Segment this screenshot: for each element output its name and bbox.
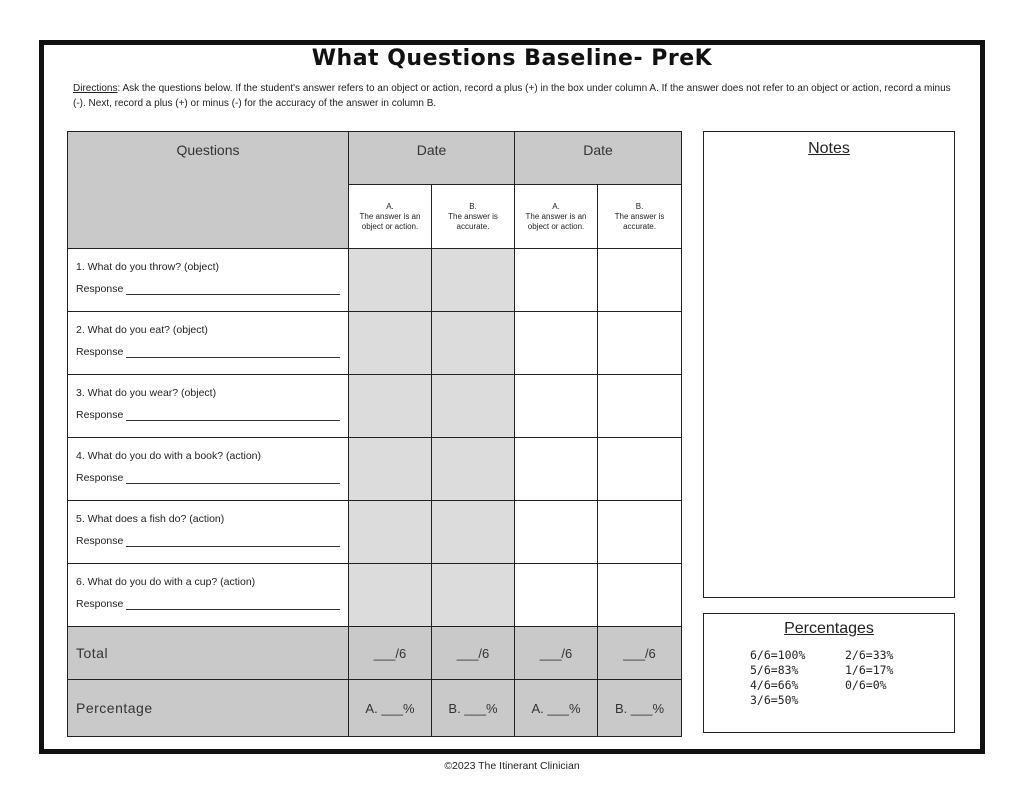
percentage-item: 0/6=0%	[845, 678, 887, 692]
response-line[interactable]	[76, 535, 340, 547]
question-cell	[68, 501, 349, 564]
question-text: 2. What do you eat? (object)	[76, 324, 208, 336]
table-row	[68, 438, 682, 501]
answer-box[interactable]	[349, 312, 432, 375]
answer-box[interactable]	[515, 312, 598, 375]
response-line[interactable]	[76, 346, 340, 358]
response-label: Response	[76, 598, 124, 610]
answer-box[interactable]	[515, 438, 598, 501]
baseline-table	[67, 131, 682, 737]
response-label: Response	[76, 472, 124, 484]
answer-box[interactable]	[349, 249, 432, 312]
response-label: Response	[76, 409, 124, 421]
answer-box[interactable]	[515, 564, 598, 627]
answer-box[interactable]	[432, 564, 515, 627]
answer-box[interactable]	[598, 249, 682, 312]
response-blank[interactable]	[126, 536, 340, 547]
response-label: Response	[76, 346, 124, 358]
answer-box[interactable]	[515, 501, 598, 564]
percentage-row	[68, 680, 682, 737]
col-b-text: B. The answer is accurate.	[448, 201, 498, 231]
percentage-item: 1/6=17%	[845, 663, 894, 677]
question-text: 6. What do you do with a cup? (action)	[76, 576, 256, 588]
page-title: What Questions Baseline- PreK	[311, 46, 713, 71]
table-row	[68, 312, 682, 375]
question-cell	[68, 375, 349, 438]
answer-box[interactable]	[432, 312, 515, 375]
table-row	[68, 501, 682, 564]
answer-box[interactable]	[432, 438, 515, 501]
percentage-label: Percentage	[68, 680, 349, 737]
answer-box[interactable]	[598, 564, 682, 627]
question-text: 4. What do you do with a book? (action)	[76, 450, 262, 462]
question-text: 3. What do you wear? (object)	[76, 387, 217, 399]
percentage-item: 2/6=33%	[845, 648, 894, 662]
answer-box[interactable]	[349, 501, 432, 564]
question-cell	[68, 438, 349, 501]
question-text: 5. What does a fish do? (action)	[76, 513, 225, 525]
response-blank[interactable]	[126, 347, 340, 358]
percentages-title: Percentages	[784, 620, 874, 637]
table-row	[68, 375, 682, 438]
response-line[interactable]	[76, 598, 340, 610]
percentage-item: 5/6=83%	[750, 663, 799, 677]
response-line[interactable]	[76, 409, 340, 421]
answer-box[interactable]	[515, 249, 598, 312]
answer-box[interactable]	[349, 438, 432, 501]
date-header-1: Date	[349, 132, 515, 185]
col-a-text: A. The answer is an object or action.	[525, 201, 587, 231]
question-cell	[68, 249, 349, 312]
answer-box[interactable]	[598, 312, 682, 375]
question-text: 1. What do you throw? (object)	[76, 261, 219, 273]
notes-title: Notes	[808, 140, 850, 157]
total-cell[interactable]: ___/6	[432, 627, 515, 680]
response-label: Response	[76, 535, 124, 547]
total-cell[interactable]: ___/6	[515, 627, 598, 680]
directions	[73, 81, 953, 111]
questions-header: Questions	[68, 132, 349, 249]
col-b-text: B. The answer is accurate.	[614, 201, 665, 231]
table-row	[68, 249, 682, 312]
total-cell[interactable]: ___/6	[349, 627, 432, 680]
percentage-a-cell[interactable]: A. ___%	[515, 680, 598, 737]
percentage-a-cell[interactable]: A. ___%	[349, 680, 432, 737]
answer-box[interactable]	[349, 375, 432, 438]
total-row	[68, 627, 682, 680]
question-cell	[68, 312, 349, 375]
response-blank[interactable]	[126, 410, 340, 421]
col-a-header	[515, 185, 598, 249]
total-cell[interactable]: ___/6	[598, 627, 682, 680]
answer-box[interactable]	[598, 438, 682, 501]
col-a-text: A. The answer is an object or action.	[359, 201, 421, 231]
answer-box[interactable]	[598, 501, 682, 564]
date-header-2: Date	[515, 132, 682, 185]
copyright: ©2023 The Itinerant Clinician	[444, 760, 580, 772]
question-cell	[68, 564, 349, 627]
col-b-header	[432, 185, 515, 249]
answer-box[interactable]	[515, 375, 598, 438]
answer-box[interactable]	[349, 564, 432, 627]
answer-box[interactable]	[432, 249, 515, 312]
answer-box[interactable]	[432, 501, 515, 564]
response-blank[interactable]	[126, 284, 340, 295]
table-row	[68, 564, 682, 627]
directions-label: Directions	[73, 83, 118, 94]
directions-text: : Ask the questions below. If the student's answer refers to an object or action, record a plus (+) in the box under column A. If the answer does not refer to an object or action, record a minus (-). Next, record a plus (+) or minus (-) for the accuracy of the answer in column B.	[73, 83, 951, 109]
answer-box[interactable]	[598, 375, 682, 438]
percentages-box	[703, 613, 955, 733]
notes-box[interactable]	[703, 131, 955, 598]
response-line[interactable]	[76, 283, 340, 295]
col-a-header	[349, 185, 432, 249]
total-label: Total	[68, 627, 349, 680]
percentage-b-cell[interactable]: B. ___%	[432, 680, 515, 737]
col-b-header	[598, 185, 682, 249]
percentage-b-cell[interactable]: B. ___%	[598, 680, 682, 737]
response-line[interactable]	[76, 472, 340, 484]
percentage-item: 3/6=50%	[750, 693, 799, 707]
percentage-item: 4/6=66%	[750, 678, 799, 692]
percentages-list	[750, 648, 940, 708]
percentage-item: 6/6=100%	[750, 648, 806, 662]
answer-box[interactable]	[432, 375, 515, 438]
response-blank[interactable]	[126, 473, 340, 484]
response-blank[interactable]	[126, 599, 340, 610]
response-label: Response	[76, 283, 124, 295]
